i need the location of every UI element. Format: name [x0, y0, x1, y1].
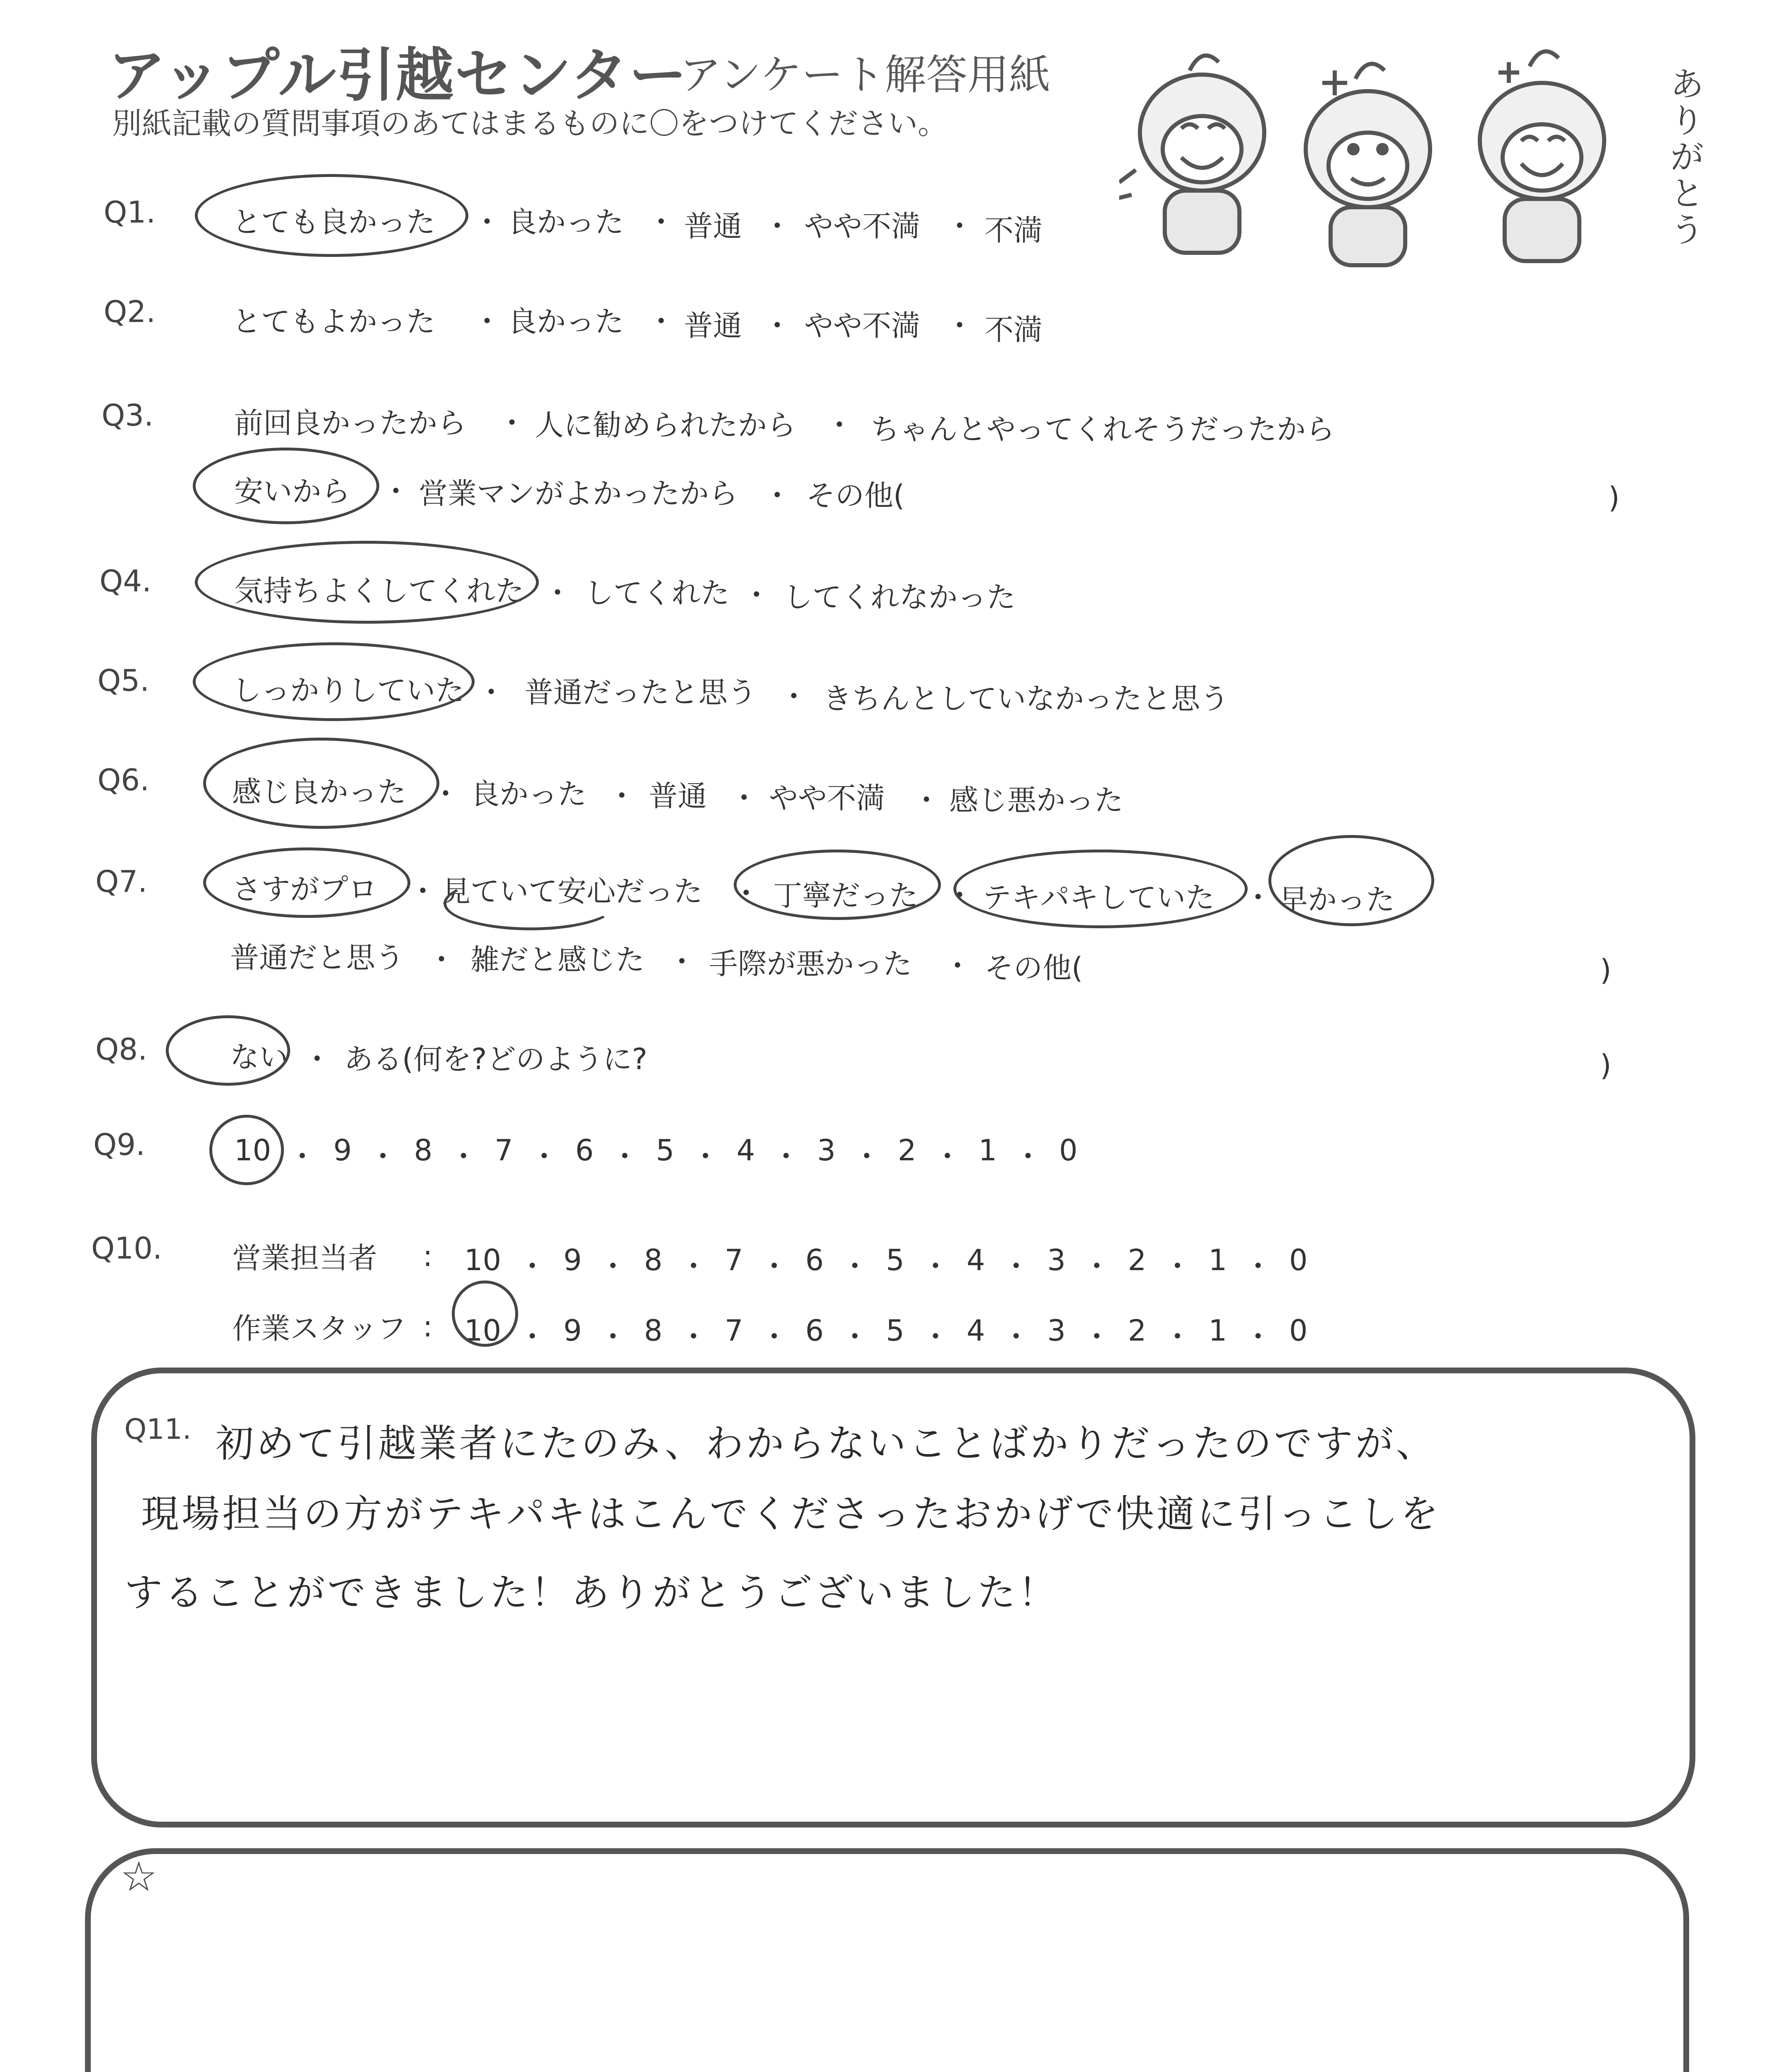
notes-box[interactable]	[85, 1848, 1689, 2072]
separator: ・	[1001, 1320, 1031, 1354]
q10-sales-label: 営業担当者	[232, 1241, 377, 1275]
q10-sales-score-10[interactable]: 10	[464, 1243, 502, 1277]
q10-staff-answer-circle	[452, 1280, 518, 1347]
q10-staff-label: 作業スタッフ	[232, 1312, 406, 1346]
q3-close-paren: )	[1608, 481, 1620, 515]
q7-option-7[interactable]: 雑だと感じた	[470, 943, 645, 977]
q9-score-8[interactable]: 8	[414, 1133, 433, 1167]
q9-answer-circle	[209, 1115, 284, 1185]
q7-label: Q7.	[95, 864, 148, 899]
q10-sales-score-0[interactable]: 0	[1289, 1243, 1308, 1277]
q9-score-4[interactable]: 4	[736, 1133, 755, 1167]
q10-staff-score-1[interactable]: 1	[1208, 1314, 1227, 1348]
separator: ・	[288, 1140, 317, 1174]
separator: ・	[759, 1249, 789, 1283]
q10-staff-score-6[interactable]: 6	[805, 1314, 824, 1348]
separator: ・	[1244, 1320, 1273, 1354]
separator: ・	[610, 1140, 640, 1174]
q8-close-paren: )	[1600, 1048, 1612, 1082]
q10-label: Q10.	[91, 1231, 162, 1266]
q7-answer-circle-2	[444, 876, 618, 930]
q1-option-4[interactable]: やや不満	[804, 209, 920, 243]
q10-sales-score-1[interactable]: 1	[1208, 1243, 1227, 1277]
q8-option-1[interactable]: ない	[230, 1040, 288, 1074]
q3-answer-circle	[193, 448, 379, 524]
q1-label: Q1.	[104, 195, 156, 230]
q6-option-5[interactable]: 感じ悪かった	[949, 783, 1123, 817]
q2-option-4[interactable]: やや不満	[804, 309, 920, 343]
q9-score-1[interactable]: 1	[978, 1133, 997, 1167]
q9-score-10[interactable]: 10	[234, 1133, 272, 1167]
q6-option-2[interactable]: 良かった	[470, 777, 587, 811]
q4-option-1[interactable]: 気持ちよくしてくれた	[234, 574, 524, 608]
separator: ・	[607, 779, 636, 813]
separator: ・	[368, 1140, 398, 1174]
q10-sales-score-4[interactable]: 4	[966, 1243, 985, 1277]
monkey-mascot-right	[1480, 51, 1604, 261]
q4-option-3[interactable]: してくれなかった	[783, 580, 1016, 614]
q9-score-2[interactable]: 2	[897, 1133, 916, 1167]
q10-sales-score-2[interactable]: 2	[1127, 1243, 1147, 1277]
q2-option-1[interactable]: とてもよかった	[232, 305, 435, 339]
separator: ・	[1163, 1320, 1192, 1354]
separator: ・	[449, 1140, 478, 1174]
q10-sales-score-8[interactable]: 8	[644, 1243, 663, 1277]
star-icon: ☆	[120, 1852, 158, 1901]
q10-sales-score-9[interactable]: 9	[563, 1243, 582, 1277]
q10-staff-score-4[interactable]: 4	[966, 1314, 985, 1348]
q5-option-1[interactable]: しっかりしていた	[232, 673, 464, 707]
q7-option-1[interactable]: さすがプロ	[232, 872, 377, 906]
separator: ・	[1244, 1249, 1273, 1283]
separator: ・	[543, 576, 572, 610]
separator: ・	[529, 1140, 559, 1174]
separator: ・	[1244, 881, 1273, 915]
q7-close-paren: )	[1600, 953, 1612, 987]
separator: ・	[763, 479, 792, 513]
separator: ・	[912, 783, 941, 817]
q10-staff-score-2[interactable]: 2	[1127, 1314, 1147, 1348]
q10-sales-colon: :	[423, 1239, 433, 1273]
separator: ・	[1082, 1320, 1111, 1354]
q7-answer-circle-3	[734, 850, 941, 920]
separator: ・	[763, 309, 792, 343]
q6-option-4[interactable]: やや不満	[769, 781, 885, 815]
q4-label: Q4.	[99, 564, 152, 598]
monkey-mascot-left	[1119, 56, 1264, 253]
q6-label: Q6.	[97, 762, 150, 797]
separator: ・	[647, 205, 676, 239]
separator: ・	[1013, 1140, 1043, 1174]
separator: ・	[742, 578, 771, 612]
separator: ・	[473, 205, 502, 239]
form-title: アップル引越センター	[108, 42, 688, 109]
q2-option-3[interactable]: 普通	[684, 309, 742, 343]
q2-option-2[interactable]: 良かった	[508, 305, 624, 339]
q9-score-9[interactable]: 9	[333, 1133, 352, 1167]
separator: ・	[408, 874, 437, 908]
mascot-caption: ありがとう	[1670, 65, 1704, 249]
form-subtitle: アンケート解答用紙	[680, 51, 1050, 99]
q10-sales-score-7[interactable]: 7	[725, 1243, 743, 1277]
separator: ・	[1001, 1249, 1031, 1283]
separator: ・	[667, 945, 696, 979]
q9-score-6[interactable]: 6	[575, 1133, 594, 1167]
separator: ・	[679, 1320, 708, 1354]
q3-option-1[interactable]: 前回良かったから	[234, 406, 466, 440]
q7-option-8[interactable]: 手際が悪かった	[709, 947, 912, 981]
q11-label: Q11.	[124, 1413, 192, 1446]
q7-option-5[interactable]: 早かった	[1279, 883, 1395, 917]
separator: ・	[771, 1140, 801, 1174]
separator: ・	[840, 1249, 870, 1283]
q9-score-7[interactable]: 7	[495, 1133, 513, 1167]
separator: ・	[779, 680, 808, 714]
q3-option-3[interactable]: ちゃんとやってくれそうだったから	[870, 412, 1335, 446]
separator: ・	[921, 1249, 950, 1283]
q7-answer-circle-5	[1268, 835, 1434, 926]
separator: ・	[840, 1320, 870, 1354]
q7-option-3[interactable]: 丁寧だった	[773, 879, 918, 913]
q2-label: Q2.	[104, 294, 156, 329]
separator: ・	[945, 879, 974, 913]
separator: ・	[945, 209, 974, 243]
q9-score-3[interactable]: 3	[817, 1133, 836, 1167]
q3-option-4[interactable]: 安いから	[234, 474, 350, 508]
separator: ・	[477, 675, 506, 709]
separator: ・	[732, 876, 761, 910]
separator: ・	[691, 1140, 720, 1174]
q3-option-5[interactable]: 営業マンがよかったから	[419, 477, 738, 511]
q3-option-other[interactable]: その他(	[806, 479, 905, 513]
separator: ・	[933, 1140, 962, 1174]
q3-label: Q3.	[102, 398, 154, 433]
q8-option-2[interactable]: ある(何を?どのように?	[344, 1042, 647, 1076]
separator: ・	[943, 949, 972, 983]
q7-answer-circle-1	[203, 847, 410, 918]
separator: ・	[497, 406, 526, 440]
q5-label: Q5.	[97, 663, 150, 698]
q10-staff-score-0[interactable]: 0	[1289, 1314, 1308, 1348]
q4-option-2[interactable]: してくれた	[584, 576, 730, 610]
q1-answer-circle	[195, 174, 468, 257]
q2-option-5[interactable]: 不満	[984, 313, 1043, 347]
monkey-mascots-illustration	[1119, 46, 1708, 278]
q5-answer-circle	[193, 642, 475, 721]
q10-staff-score-9[interactable]: 9	[563, 1314, 582, 1348]
separator: ・	[825, 408, 854, 442]
q10-sales-scale	[464, 1243, 1308, 1285]
q6-option-3[interactable]: 普通	[649, 779, 707, 813]
q1-option-1[interactable]: とても良かった	[232, 205, 435, 239]
separator: ・	[431, 777, 460, 811]
separator: ・	[647, 305, 676, 339]
q9-score-0[interactable]: 0	[1059, 1133, 1078, 1167]
q10-staff-colon: :	[423, 1310, 433, 1343]
separator: ・	[852, 1140, 881, 1174]
q7-answer-circle-4	[953, 850, 1248, 928]
q6-answer-circle	[203, 738, 439, 829]
q1-option-5[interactable]: 不満	[984, 213, 1043, 247]
separator: ・	[679, 1249, 708, 1283]
q1-option-2[interactable]: 良かった	[508, 205, 624, 239]
q10-staff-score-8[interactable]: 8	[644, 1314, 663, 1348]
q7-option-4[interactable]: テキパキしていた	[982, 881, 1215, 915]
separator: ・	[598, 1320, 628, 1354]
separator: ・	[518, 1249, 547, 1283]
separator: ・	[763, 209, 792, 243]
q10-staff-scale	[464, 1314, 1308, 1356]
separator: ・	[381, 474, 410, 508]
separator: ・	[598, 1249, 628, 1283]
q9-label: Q9.	[93, 1127, 145, 1162]
q8-label: Q8.	[95, 1032, 148, 1067]
separator: ・	[921, 1320, 950, 1354]
separator: ・	[473, 305, 502, 339]
separator: ・	[1163, 1249, 1192, 1283]
q10-sales-score-3[interactable]: 3	[1047, 1243, 1066, 1277]
q4-answer-circle	[195, 541, 539, 624]
separator: ・	[730, 781, 759, 815]
q11-handwritten-line-1: 初めて引越業者にたのみ、わからないことばかりだったのですが、	[216, 1421, 1437, 1466]
q10-staff-score-7[interactable]: 7	[725, 1314, 743, 1348]
q10-staff-score-10[interactable]: 10	[464, 1314, 502, 1348]
q8-answer-circle	[166, 1015, 290, 1086]
q3-option-2[interactable]: 人に勧められたから	[535, 408, 796, 442]
separator: ・	[759, 1320, 789, 1354]
q7-option-other[interactable]: その他(	[984, 951, 1083, 985]
q5-option-2[interactable]: 普通だったと思う	[524, 675, 756, 709]
q10-staff-score-3[interactable]: 3	[1047, 1314, 1066, 1348]
q5-option-3[interactable]: きちんとしていなかったと思う	[823, 682, 1229, 716]
q10-sales-score-5[interactable]: 5	[886, 1243, 904, 1277]
q10-staff-score-5[interactable]: 5	[886, 1314, 904, 1348]
q9-score-5[interactable]: 5	[656, 1133, 674, 1167]
separator: ・	[945, 309, 974, 343]
separator: ・	[427, 943, 456, 977]
monkey-mascot-middle	[1306, 64, 1430, 265]
q11-handwritten-line-2: 現場担当の方がテキパキはこんでくださったおかげで快適に引っこしを	[141, 1492, 1441, 1536]
q9-scale	[234, 1133, 1078, 1175]
q11-handwritten-line-3: することができました！ありがとうございました！	[124, 1571, 1059, 1615]
separator: ・	[303, 1042, 332, 1076]
separator: ・	[1082, 1249, 1111, 1283]
q1-option-3[interactable]: 普通	[684, 209, 742, 243]
separator: ・	[518, 1320, 547, 1354]
q7-option-2[interactable]: 見ていて安心だった	[441, 874, 703, 908]
q7-option-6[interactable]: 普通だと思う	[230, 941, 404, 975]
instruction-text: 別紙記載の質問事項のあてはまるものに〇をつけてください。	[112, 106, 948, 141]
q6-option-1[interactable]: 感じ良かった	[232, 775, 406, 809]
q10-sales-score-6[interactable]: 6	[805, 1243, 824, 1277]
